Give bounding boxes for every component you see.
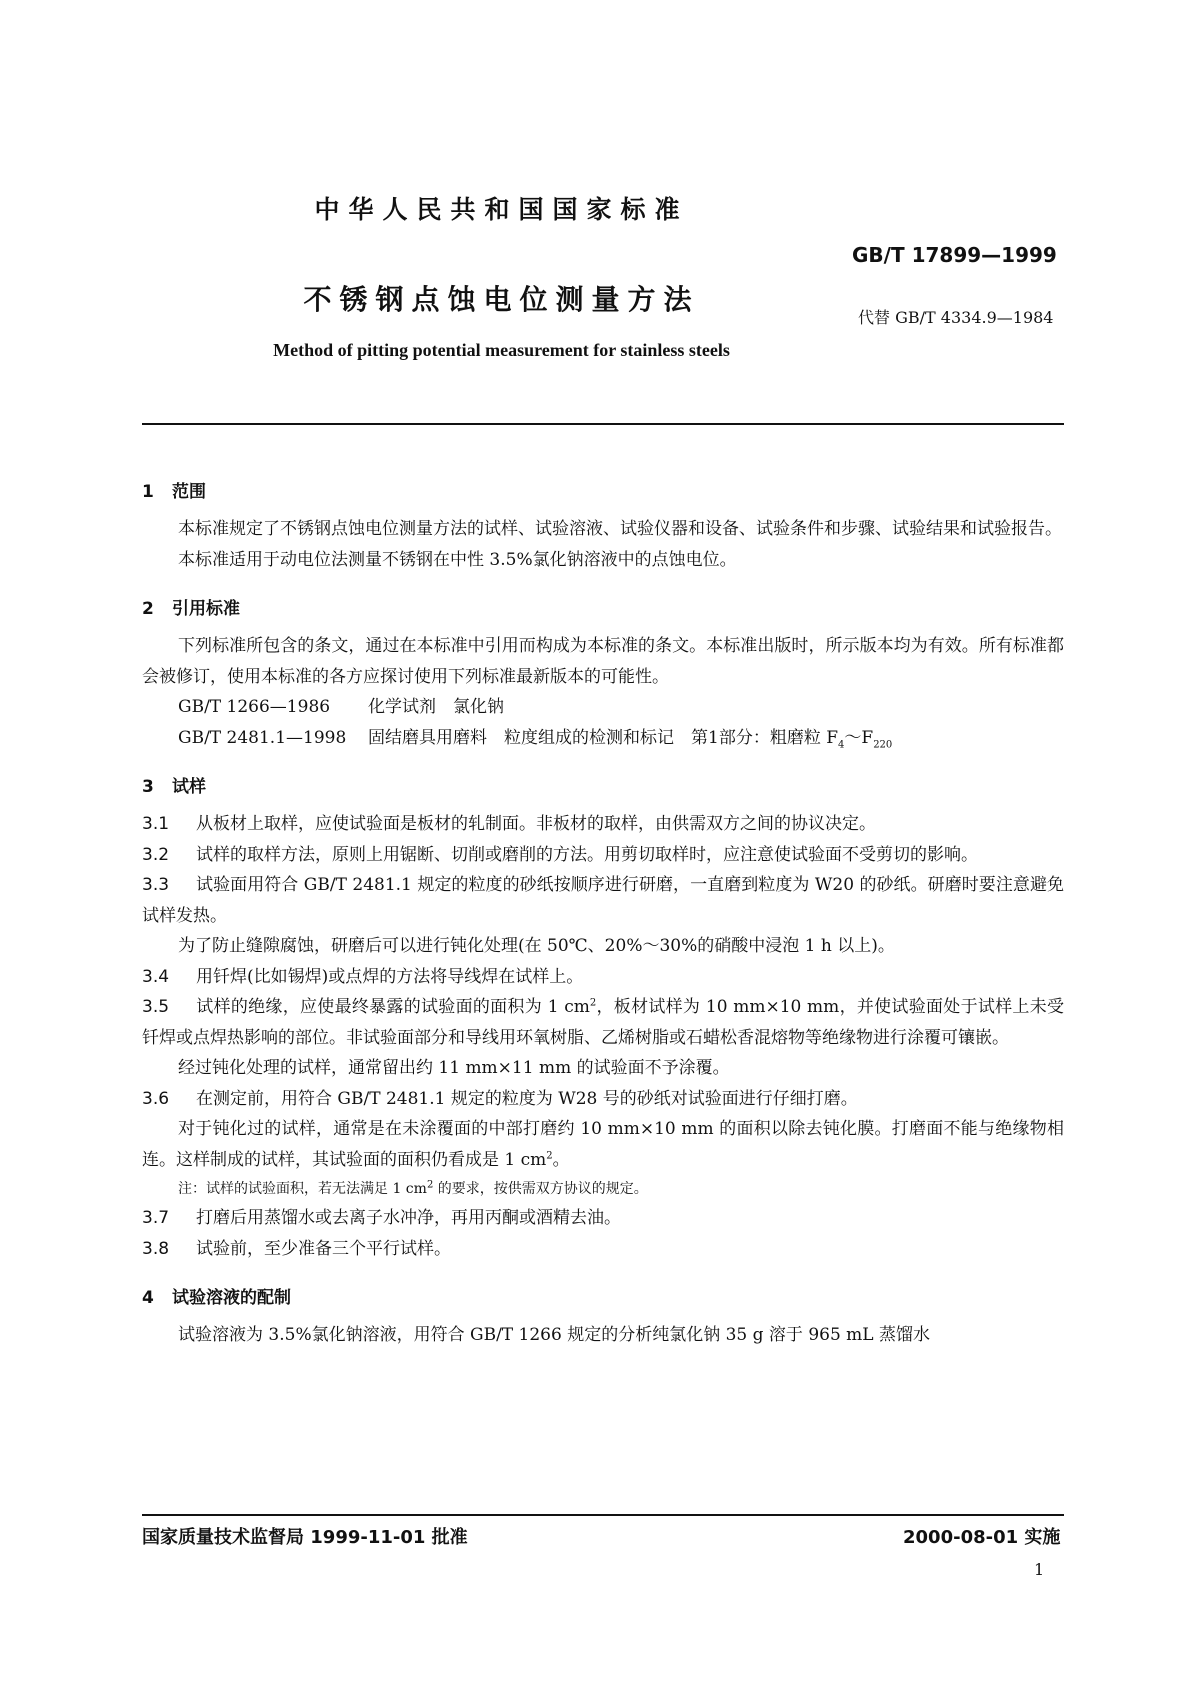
clause-number: 3.5 — [142, 997, 170, 1017]
clause-text: 从板材上取样，应使试验面是板材的轧制面。非板材的取样，由供需双方之间的协议决定。 — [196, 814, 876, 834]
approval-date: 国家质量技术监督局 1999-11-01 批准 — [142, 1527, 468, 1548]
section-4-heading — [142, 1276, 1064, 1320]
paragraph — [142, 1114, 1064, 1175]
clause-3-2 — [142, 840, 1064, 871]
paragraph: 试验溶液为 3.5%氯化钠溶液，用符合 GB/T 1266 规定的分析纯氯化钠 35 g 溶于 965 mL 蒸馏水 — [178, 1325, 930, 1345]
paragraph-text: 。 — [552, 1149, 570, 1170]
paragraph: 为了防止缝隙腐蚀，研磨后可以进行钝化处理(在 50℃、20%～30%的硝酸中浸泡 1 h 以上)。 — [178, 936, 895, 956]
superscript: 2 — [589, 997, 597, 1009]
document-title: 不锈钢点蚀电位测量方法 — [303, 283, 700, 316]
clause-3-3 — [142, 870, 1064, 931]
superscript: 2 — [426, 1179, 434, 1191]
section-number: 1 — [142, 482, 154, 502]
reference-item — [178, 723, 1064, 754]
clause-3-8 — [142, 1234, 1064, 1265]
clause-text: 打磨后用蒸馏水或去离子水冲净，再用丙酮或酒精去油。 — [196, 1208, 621, 1228]
national-standard-heading: 中华人民共和国国家标准 — [314, 195, 689, 224]
clause-3-1 — [142, 809, 1064, 840]
section-number: 2 — [142, 599, 154, 619]
section-title: 试样 — [172, 777, 206, 797]
clause-text: 试样的绝缘，应使最终暴露的试验面的面积为 1 cm — [196, 997, 590, 1017]
subscript: 220 — [873, 738, 893, 750]
paragraph: 本标准适用于动电位法测量不锈钢在中性 3.5%氯化钠溶液中的点蚀电位。 — [178, 549, 737, 570]
section-number: 4 — [142, 1288, 154, 1308]
superscript: 2 — [546, 1149, 553, 1161]
clause-number: 3.6 — [142, 1088, 170, 1109]
note-text: 的要求，按供需双方协议的规定。 — [433, 1181, 648, 1197]
reference-code: GB/T 1266—1986 — [178, 697, 331, 717]
note-text: 注：试样的试验面积，若无法满足 1 cm — [178, 1181, 427, 1197]
clause-number: 3.4 — [142, 966, 170, 987]
clause-number: 3.3 — [142, 875, 170, 895]
clause-number: 3.7 — [142, 1208, 170, 1228]
paragraph: 本标准规定了不锈钢点蚀电位测量方法的试样、试验溶液、试验仪器和设备、试验条件和步骤、试验结果和试验报告。 — [178, 519, 1062, 539]
section-1-heading — [142, 470, 1064, 514]
reference-title: 固结磨具用磨料 粒度组成的检测和标记 第1部分：粗磨粒 F — [368, 727, 839, 748]
document-body — [142, 470, 1064, 1351]
page-number: 1 — [1034, 1560, 1045, 1579]
note — [178, 1175, 1064, 1203]
section-title: 范围 — [172, 482, 206, 502]
clause-text: ，板材试样为 10 mm×10 mm，并使试验面处于试样上未受钎焊或点焊热影响的部位。非试验面部分和导线用环氧树脂、乙烯树脂或石蜡松香混熔物等绝缘物进行涂覆可镶嵌。 — [142, 997, 1064, 1048]
section-title: 试验溶液的配制 — [172, 1288, 291, 1308]
clause-number: 3.2 — [142, 844, 170, 865]
section-2-heading — [142, 587, 1064, 631]
clause-text: 在测定前，用符合 GB/T 2481.1 规定的粒度为 W28 号的砂纸对试验面进行仔细打磨。 — [196, 1088, 858, 1109]
clause-text: 试验面用符合 GB/T 2481.1 规定的粒度的砂纸按顺序进行研磨，一直磨到粒度为 W20 的砂纸。研磨时要注意避免试样发热。 — [142, 875, 1064, 926]
section-title: 引用标准 — [172, 599, 240, 619]
reference-title: 化学试剂 氯化钠 — [368, 697, 504, 717]
clause-text: 用钎焊(比如锡焊)或点焊的方法将导线焊在试样上。 — [196, 966, 584, 987]
replaces-standard: 代替 GB/T 4334.9—1984 — [858, 308, 1054, 327]
english-title: Method of pitting potential measurement for stainless steels — [273, 340, 730, 360]
clause-3-6 — [142, 1084, 1064, 1115]
reference-code: GB/T 2481.1—1998 — [178, 727, 347, 748]
paragraph: 下列标准所包含的条文，通过在本标准中引用而构成为本标准的条文。本标准出版时，所示版本均为有效。所有标准都会被修订，使用本标准的各方应探讨使用下列标准最新版本的可能性。 — [142, 636, 1064, 687]
clause-3-4 — [142, 962, 1064, 993]
paragraph: 经过钝化处理的试样，通常留出约 11 mm×11 mm 的试验面不予涂覆。 — [178, 1058, 730, 1078]
clause-3-5 — [142, 992, 1064, 1053]
clause-3-7 — [142, 1203, 1064, 1234]
clause-text: 试验前，至少准备三个平行试样。 — [196, 1238, 451, 1259]
standard-code: GB/T 17899—1999 — [852, 243, 1057, 267]
footer-divider — [142, 1514, 1064, 1516]
paragraph-text: 对于钝化过的试样，通常是在未涂覆面的中部打磨约 10 mm×10 mm 的面积以除去钝化膜。打磨面不能与绝缘物相连。这样制成的试样，其试验面的面积仍看成是 1 cm — [142, 1119, 1064, 1170]
reference-title-sep: ～F — [844, 727, 874, 748]
clause-number: 3.8 — [142, 1238, 170, 1259]
section-3-heading — [142, 765, 1064, 809]
section-number: 3 — [142, 777, 154, 797]
clause-text: 试样的取样方法，原则上用锯断、切削或磨削的方法。用剪切取样时，应注意使试验面不受剪切的影响。 — [196, 844, 978, 865]
header-divider — [142, 423, 1064, 425]
subscript: 4 — [838, 738, 845, 750]
effective-date: 2000-08-01 实施 — [903, 1527, 1061, 1548]
clause-number: 3.1 — [142, 814, 170, 834]
reference-item — [178, 692, 1064, 723]
